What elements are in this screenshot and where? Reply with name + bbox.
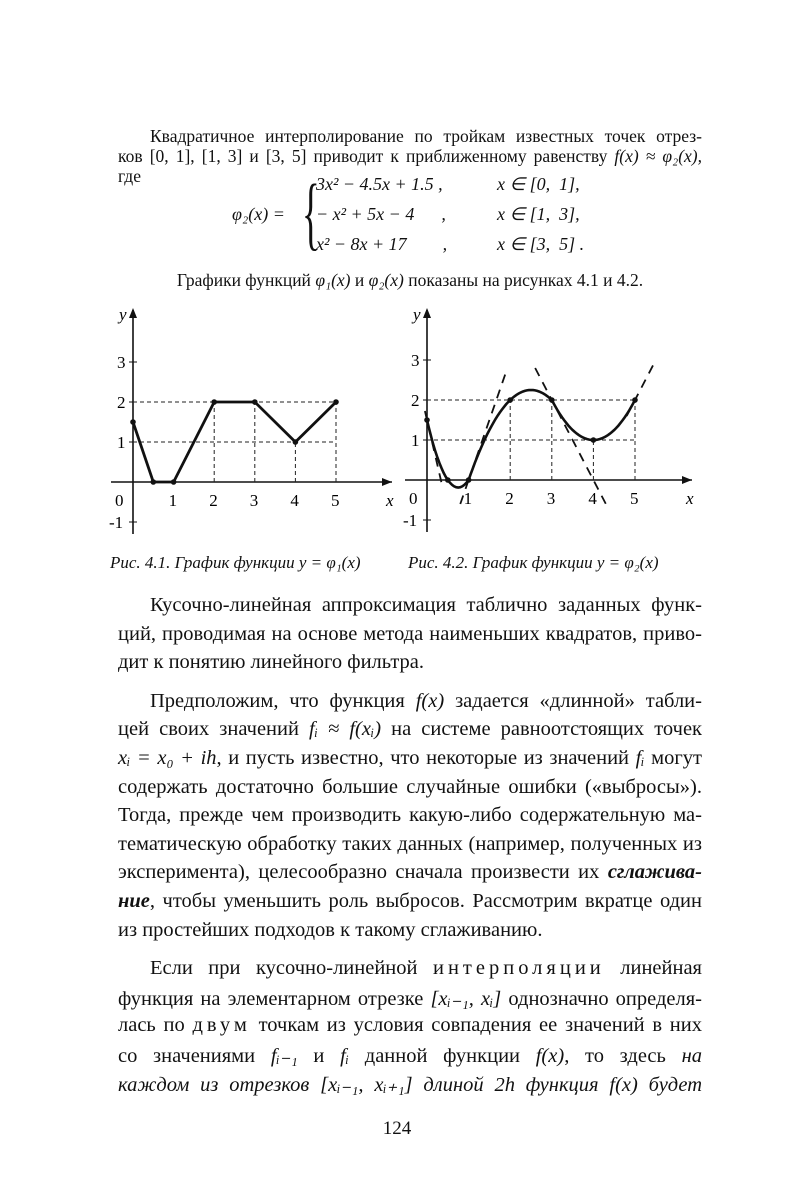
figure-4-2-caption: Рис. 4.2. График функции y = φ₂(x) (408, 553, 659, 572)
data-point (211, 399, 217, 405)
text-segment: Графики функций (176, 270, 316, 290)
text-segment: на системе равноотстоящих точек (381, 718, 702, 741)
y-tick-label: -1 (109, 513, 124, 532)
text-line (118, 270, 702, 291)
y-tick-label: 2 (117, 393, 126, 412)
text-segment: эксперимента), целесообразно сначала произвести их (118, 861, 608, 884)
text-segment: Предположим, что функция (150, 689, 416, 712)
data-point (466, 477, 472, 483)
text-segment: функция на элементарном отрезке (118, 987, 431, 1010)
data-point (632, 397, 638, 403)
text-segment: однозначно определя- (501, 987, 702, 1010)
figure-4-1-chart (100, 300, 400, 550)
y-axis-arrow (423, 308, 431, 318)
text-segment: из простейших подходов к такому сглаживанию. (118, 918, 543, 941)
data-point (549, 397, 555, 403)
text-segment: , и пусть известно, что некоторые из значений (216, 747, 636, 769)
text-line (150, 594, 702, 617)
text-segment: Квадратичное интерполирование по тройкам известных точек отрез- (150, 126, 702, 146)
formula-cond-1: x ∈ [0, 1], (497, 174, 580, 194)
x-tick-label: 4 (290, 491, 299, 510)
data-point (171, 479, 177, 485)
text-line (118, 1014, 702, 1037)
tangent-line (535, 368, 608, 508)
text-segment: , то здесь (564, 1045, 682, 1067)
text-segment: точкам из условия совпадения ее значений в них (250, 1014, 702, 1037)
text-segment: fᵢ ≈ f(xᵢ) (309, 718, 382, 741)
text-line (118, 919, 702, 942)
data-point (507, 397, 513, 403)
x-tick-label: 5 (630, 489, 639, 508)
x-tick-label: 1 (168, 491, 178, 510)
text-line (118, 146, 702, 167)
text-segment: тематическую обработку таких данных (например, полученных из (118, 832, 702, 855)
tangent-line (460, 372, 506, 504)
figure-4-1-caption: Рис. 4.1. График функции y = φ₁(x) (110, 553, 361, 572)
text-segment: fᵢ₋₁ (270, 1045, 298, 1067)
data-point (424, 417, 430, 423)
text-segment: лась по (118, 1014, 193, 1037)
formula-lhs: φ₂(x) = (232, 204, 285, 224)
text-segment: φ₁(x) (315, 270, 351, 290)
x-tick-label: 5 (331, 491, 340, 510)
x-axis-label: x (686, 489, 694, 508)
text-segment: показаны на рисунках 4.1 и 4.2. (403, 270, 644, 290)
text-line (118, 804, 702, 827)
text-line (118, 833, 702, 856)
text-segment: f(x) (415, 689, 445, 712)
formula-row-3: x² − 8x + 17 , (316, 234, 448, 254)
text-segment: , чтобы уменьшить роль выбросов. Рассмотрим вкратце один (149, 890, 702, 912)
text-segment: будет (637, 1073, 702, 1096)
formula-cond-2: x ∈ [1, 3], (497, 204, 580, 224)
figure-4-2-chart (392, 300, 702, 550)
text-line (118, 718, 702, 741)
text-segment: f(x) (609, 1073, 638, 1096)
text-segment: на (681, 1045, 702, 1067)
y-tick-label: 3 (411, 351, 420, 370)
x-tick-label: 3 (546, 489, 556, 508)
page-number: 124 (382, 1118, 412, 1140)
x-tick-label: 2 (505, 489, 514, 508)
text-segment: цей своих значений (118, 718, 310, 741)
text-segment: линейная (604, 957, 702, 980)
data-point (293, 439, 299, 445)
text-line (150, 690, 702, 713)
text-segment: сглажива- (607, 861, 702, 884)
text-line (118, 651, 702, 674)
x-tick-label: 4 (588, 489, 597, 508)
text-segment: и (297, 1045, 341, 1067)
formula-cond-3: x ∈ [3, 5] . (497, 234, 585, 254)
x-tick-label: 3 (249, 491, 259, 510)
text-segment: fᵢ (635, 747, 645, 769)
phi2-curve (427, 390, 635, 488)
text-segment: функция (514, 1073, 610, 1096)
text-segment: данной функции (349, 1045, 536, 1067)
text-line (118, 1072, 702, 1097)
y-tick-label: -1 (403, 511, 418, 530)
text-segment: интерполяции (432, 957, 605, 980)
text-segment: и (350, 270, 369, 290)
text-line (118, 776, 702, 799)
text-segment: могут (644, 747, 702, 769)
y-axis-label: y (413, 305, 421, 324)
text-line (118, 861, 702, 884)
phi2-piecewise-formula (232, 167, 592, 262)
text-segment: 2h (494, 1073, 515, 1096)
text-segment: дит к понятию линейного фильтра. (118, 651, 425, 674)
text-segment: f(x) ≈ φ₂(x), (614, 146, 702, 166)
text-line (118, 623, 702, 646)
text-line (118, 890, 702, 913)
text-segment: со значениями (118, 1045, 271, 1067)
formula-row-2: − x² + 5x − 4 , (316, 204, 446, 224)
text-segment: Если при кусочно-линейной (150, 957, 433, 980)
y-axis-label: y (119, 305, 127, 324)
text-segment: [xᵢ₋₁, xᵢ] (430, 987, 502, 1010)
text-segment: ние (118, 890, 150, 912)
data-point (333, 399, 339, 405)
text-line (118, 747, 702, 770)
data-point (445, 477, 451, 483)
x-tick-label: 2 (209, 491, 218, 510)
formula-row-1: 3x² − 4.5x + 1.5 , (316, 174, 443, 194)
text-segment: двум (192, 1014, 251, 1037)
text-segment: f(x) (535, 1045, 565, 1067)
x-tick-label: 0 (409, 489, 418, 508)
text-segment: xᵢ = x₀ + ih (118, 747, 217, 769)
text-segment: Тогда, прежде чем производить какую-либо содержательную ма- (118, 804, 702, 827)
data-point (591, 437, 597, 443)
data-point (151, 479, 157, 485)
formula-brace: { (302, 167, 320, 258)
y-tick-label: 3 (117, 353, 126, 372)
text-segment: [xᵢ₋₁, xᵢ₊₁] (320, 1073, 413, 1096)
y-axis-arrow (129, 308, 137, 318)
text-line (118, 986, 702, 1011)
text-segment: задается «длинной» табли- (444, 689, 702, 712)
y-tick-label: 1 (411, 431, 420, 450)
x-tick-label: 1 (463, 489, 473, 508)
y-tick-label: 1 (117, 433, 126, 452)
x-axis-arrow (382, 478, 392, 486)
y-tick-label: 2 (411, 391, 420, 410)
text-segment: fᵢ (340, 1045, 350, 1067)
text-segment: содержать достаточно большие случайные ошибки («выбросы»). (118, 775, 702, 798)
x-tick-label: 0 (115, 491, 124, 510)
data-point (130, 419, 136, 425)
text-segment: ков [0, 1], [1, 3] и [3, 5] приводит к приближенному равенству (118, 146, 615, 166)
text-segment: длиной (412, 1073, 495, 1096)
text-segment: ций, проводимая на основе метода наименьших квадратов, приво- (118, 622, 702, 645)
x-axis-arrow (682, 476, 692, 484)
text-line (150, 126, 702, 147)
text-segment: где (118, 166, 141, 186)
x-axis-label: x (386, 491, 394, 510)
text-line (118, 1043, 702, 1068)
text-line (150, 957, 702, 980)
text-segment: φ₂(x) (368, 270, 404, 290)
text-segment: каждом из отрезков (118, 1073, 321, 1096)
data-point (252, 399, 258, 405)
text-segment: Кусочно-линейная аппроксимация таблично заданных функ- (150, 594, 702, 616)
